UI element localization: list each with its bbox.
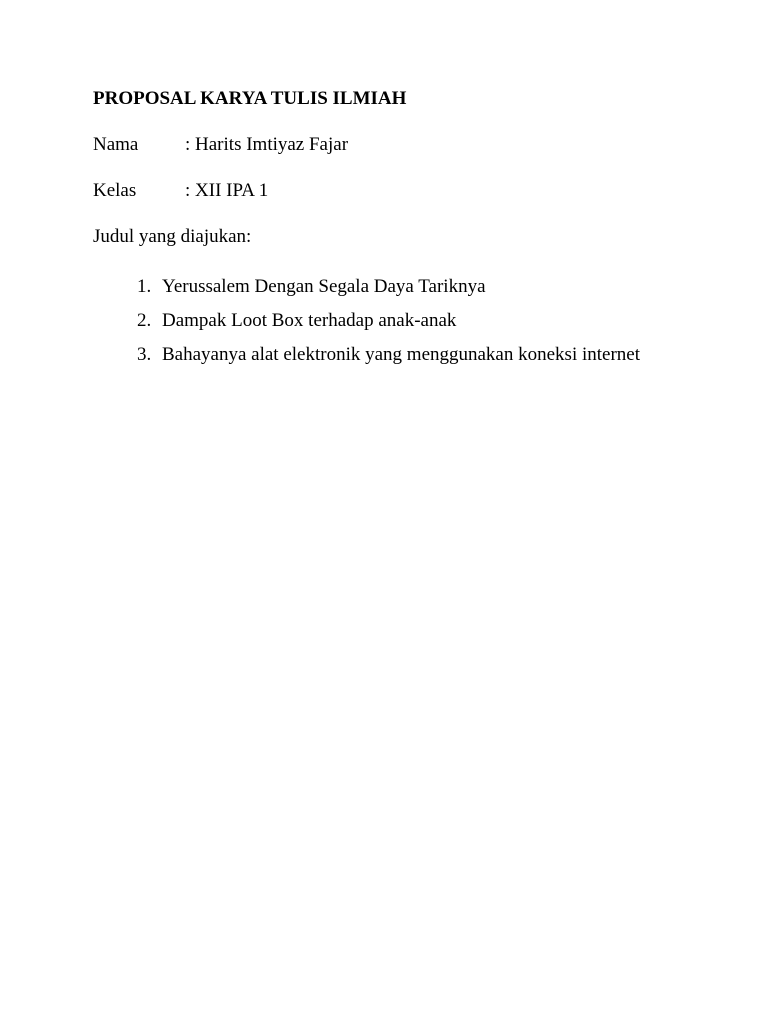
kelas-value: : XII IPA 1 xyxy=(185,180,269,201)
list-item-number: 1. xyxy=(137,276,152,297)
list-item-text: Bahayanya alat elektronik yang menggunakan koneksi internet xyxy=(162,344,641,365)
list-item xyxy=(137,338,675,371)
list-item-text: Dampak Loot Box terhadap anak-anak xyxy=(162,310,457,331)
judul-label: Judul yang diajukan: xyxy=(93,226,252,247)
kelas-label: Kelas xyxy=(93,180,137,201)
proposal-title-list xyxy=(137,270,675,372)
list-item-number: 2. xyxy=(137,310,152,331)
document-title: PROPOSAL KARYA TULIS ILMIAH xyxy=(93,88,407,109)
list-item-text: Yerussalem Dengan Segala Daya Tariknya xyxy=(162,276,486,297)
list-item xyxy=(137,304,675,337)
nama-value: : Harits Imtiyaz Fajar xyxy=(185,134,349,155)
list-item-number: 3. xyxy=(137,344,152,365)
nama-label: Nama xyxy=(93,134,139,155)
list-item xyxy=(137,270,675,303)
